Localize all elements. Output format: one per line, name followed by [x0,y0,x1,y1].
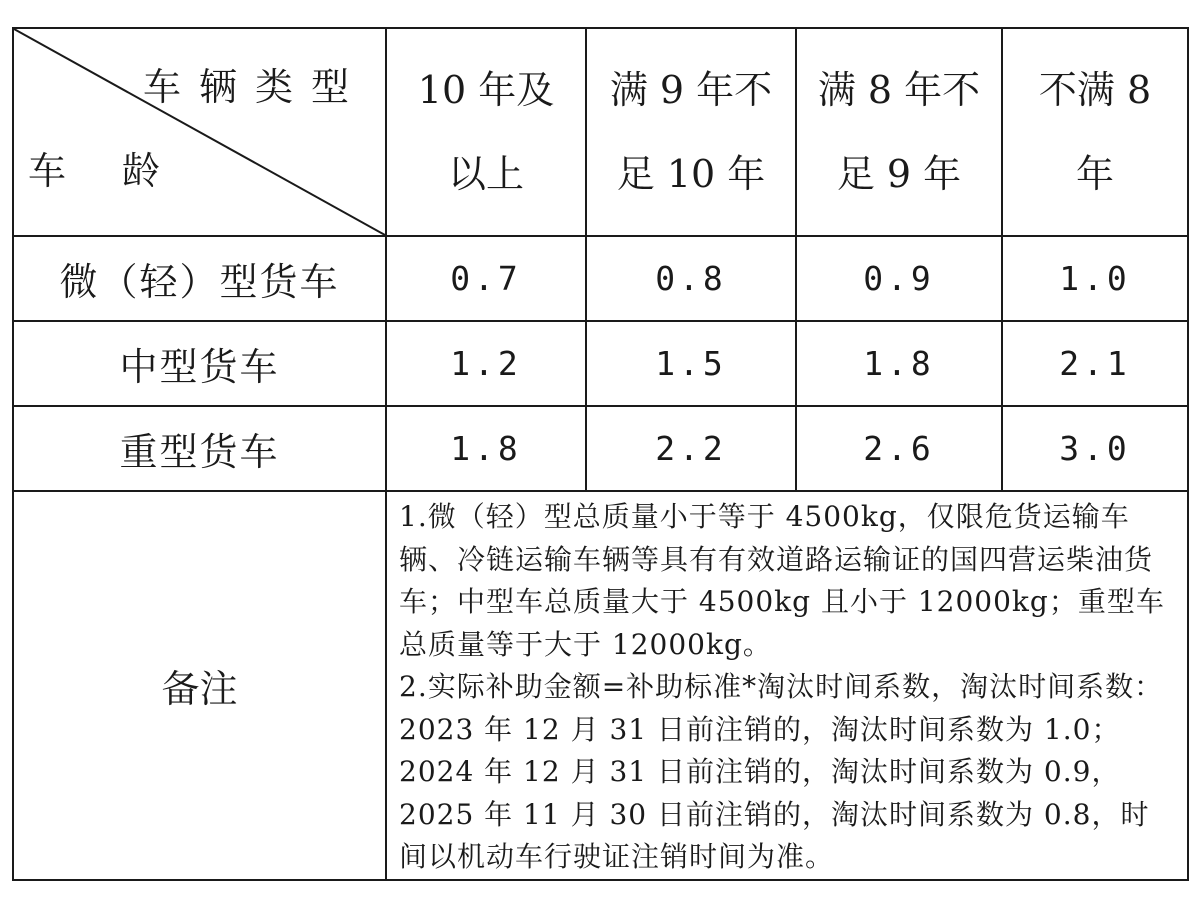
remarks-content [386,491,1188,880]
remark-note: 1.微（轻）型总质量小于等于 4500kg，仅限危货运输车辆、冷链运输车辆等具有有效道路运输证的国四营运柴油货车；中型车总质量大于 4500kg 且小于 12000kg；重型车总质量等于大于 12000kg。 [399,500,1165,661]
column-header: 不满 8 年 [1002,28,1188,236]
table-cell: 0.8 [586,236,796,321]
table-cell: 2.1 [1002,321,1188,406]
table-cell: 0.9 [796,236,1002,321]
table-cell: 1.0 [1002,236,1188,321]
table-row [13,406,1188,491]
remarks-row [13,491,1188,880]
column-header: 10 年及 以上 [386,28,586,236]
table-row [13,236,1188,321]
column-header: 满 8 年不 足 9 年 [796,28,1002,236]
table-cell: 2.6 [796,406,1002,491]
table-cell: 0.7 [386,236,586,321]
vehicle-type-label: 车辆类型 [142,65,367,109]
table-cell: 1.5 [586,321,796,406]
row-label: 中型货车 [13,321,386,406]
corner-header-cell [13,28,386,236]
row-label: 重型货车 [13,406,386,491]
table-cell: 1.8 [386,406,586,491]
table-cell: 3.0 [1002,406,1188,491]
remark-note: 2.实际补助金额=补助标准*淘汰时间系数，淘汰时间系数：2023 年 12 月 31 日前注销的，淘汰时间系数为 1.0；2024 年 12 月 31 日前注销的，淘汰时间系数为 0.9，2025 年 11 月 30 日前注销的，淘汰时间系数为 0.8，时间以机动车行驶证注销时间为准。 [399,670,1164,873]
row-label: 微（轻）型货车 [13,236,386,321]
table-row [13,321,1188,406]
column-header: 满 9 年不 足 10 年 [586,28,796,236]
header-row [13,28,1188,236]
vehicle-age-label: 车龄 [28,149,217,193]
table-cell: 2.2 [586,406,796,491]
table-cell: 1.2 [386,321,586,406]
remarks-label: 备注 [13,491,386,880]
table-cell: 1.8 [796,321,1002,406]
subsidy-coefficient-table [12,27,1189,881]
